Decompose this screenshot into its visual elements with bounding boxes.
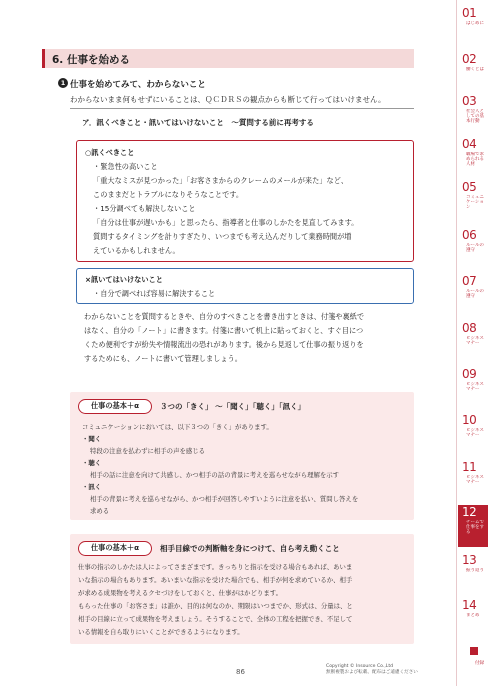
index-label: ルールの遵守 (466, 243, 484, 253)
dont-box-line: ・自分で調べれば容易に解決すること (93, 289, 216, 298)
index-number: 06 (462, 228, 477, 242)
section-heading: 6. 仕事を始める (52, 54, 130, 66)
index-item-07[interactable] (458, 274, 488, 312)
index-number: 13 (462, 553, 477, 567)
chapter-index (456, 0, 490, 686)
index-item-04[interactable] (458, 137, 488, 175)
tip-line: 特段の注意を払わずに相手の声を感じる (90, 447, 206, 455)
index-label: コミュニケーション (466, 195, 484, 210)
index-label: ビジネスマナー (466, 428, 484, 438)
tip-box-three-kiku (70, 392, 414, 520)
tip-line: いる情報を自ら取りにいくことができるようになります。 (78, 628, 244, 636)
index-item-11[interactable] (458, 460, 488, 498)
index-number: 11 (462, 460, 477, 474)
index-number: 12 (462, 505, 477, 519)
ask-box-title: ○訊くべきこと (85, 148, 135, 157)
index-item-08[interactable] (458, 321, 488, 359)
ask-box-line: ・15分調べても解決しないこと (93, 204, 196, 213)
tip-line: 仕事の指示のしかたは人によってさまざまです。きっちりと指示を受ける場合もあれば、あいま (78, 563, 353, 571)
tip-line: 相手の話に注意を向けて共感し、かつ相手の話の背景に考えを巡らせながら理解を示す (90, 471, 340, 479)
ask-box (76, 140, 414, 262)
subsection-title: 仕事を始めてみて、わからないこと (70, 80, 206, 90)
index-label: 社会人としての基本行動 (466, 109, 484, 124)
index-item-12[interactable] (458, 505, 488, 547)
tip-line: が求める成果物を考えるクセづけをしておくと、仕事がはかどります。 (78, 589, 282, 597)
tip-line: 相手の背景に考えを巡らせながら、かつ相手が回答しやすいように注意を払い、質問し答えを (90, 495, 359, 503)
index-number: 04 (462, 137, 477, 151)
index-number: 08 (462, 321, 477, 335)
tip-line: いな指示の場合もあります。あいまいな指示を受けた場合でも、相手が何を求めているか、相手 (78, 576, 353, 584)
tip-line: ・聞く (82, 435, 102, 443)
tip-line: 相手の目線に立って成果物を考えましょう。そうすることで、全体の工程を把握でき、不足して (78, 615, 353, 623)
index-number: 02 (462, 52, 477, 66)
ask-box-line: 「自分は仕事が遅いかも」と思ったら、指導者と仕事のしかたを見直してみます。 (93, 218, 359, 227)
tip-line: ・聴く (82, 459, 102, 467)
subsection-description: わからないまま何もせずにいることは、ＱＣＤＲＳの観点からも断じて行ってはいけません。 (70, 94, 414, 109)
index-number: 01 (462, 6, 477, 20)
tip-title: 相手目線での判断軸を身につけて、自ら考え動くこと (160, 544, 340, 553)
tip-line: ・訊く (82, 483, 102, 491)
index-number: 09 (462, 367, 477, 381)
dont-ask-box (76, 268, 414, 304)
index-label: まとめ (466, 613, 480, 618)
tip-label: 仕事の基本＋α (78, 399, 152, 414)
page-number: 86 (236, 668, 245, 676)
index-item-02[interactable] (458, 52, 488, 90)
tip-line: コミュニケーションにおいては、以下３つの「きく」があります。 (82, 423, 273, 431)
appendix-marker-icon (470, 647, 478, 655)
paragraph-line: するためにも、ノートに書いて管理しましょう。 (84, 354, 242, 363)
subsection-subtitle: ア．訊くべきこと・訊いてはいけないこと ～質問する前に再考する (82, 118, 314, 127)
index-item-05[interactable] (458, 180, 488, 218)
ask-box-line: 質問するタイミングを計りすぎたり、いつまでも考え込んだりして業務時間が増 (93, 232, 352, 241)
paragraph-line: くため便利ですが紛失や情報流出の恐れがあります。後から見返して仕事の振り返りを (84, 340, 364, 349)
index-label: ビジネスマナー (466, 336, 484, 346)
ask-box-line: 「重大なミスが見つかった」「お客さまからのクレームのメールが来た」など、 (93, 176, 349, 185)
index-item-03[interactable] (458, 94, 488, 132)
index-item-14[interactable] (458, 598, 488, 636)
dont-box-title: ×訊いてはいけないこと (85, 275, 163, 284)
index-number: 14 (462, 598, 477, 612)
ask-box-line: えているかもしれません。 (93, 246, 180, 255)
index-label: ビジネスマナー (466, 475, 484, 485)
index-appendix[interactable]: 付録 (475, 661, 484, 666)
index-label: 働くとは (466, 67, 484, 72)
index-item-10[interactable] (458, 413, 488, 451)
tip-title: ３つの「きく」 ～「聞く」「聴く」「訊く」 (160, 402, 306, 411)
copyright-text: Copyright © Insource Co.,Ltd (326, 664, 394, 669)
number-badge: 1 (58, 78, 68, 88)
copyright-notice (326, 664, 418, 676)
reproduction-notice: 無断複製および転載、配布はご遠慮ください (326, 670, 418, 675)
tip-line: 求める (90, 507, 110, 515)
index-number: 10 (462, 413, 477, 427)
paragraph-line: わからないことを質問するときや、自分のすべきことを書き出すときは、付箋や裏紙で (84, 312, 365, 321)
index-item-06[interactable] (458, 228, 488, 266)
index-label: 職場で求められる人材 (466, 152, 484, 167)
index-item-13[interactable] (458, 553, 488, 591)
index-label: ルールの遵守 (466, 289, 484, 299)
body-paragraph (84, 310, 414, 366)
ask-box-line: このままだとトラブルになりそうなことです。 (93, 190, 244, 199)
tip-line: もらった仕事の「お客さま」は誰か、目的は何なのか、期限はいつまでか、形式は、分量は、と (78, 602, 353, 610)
index-number: 03 (462, 94, 477, 108)
index-label: チームで仕事をする (466, 520, 484, 535)
tip-label: 仕事の基本＋α (78, 541, 152, 556)
index-label: はじめに (466, 21, 484, 26)
index-item-09[interactable] (458, 367, 488, 405)
index-number: 05 (462, 180, 477, 194)
index-item-01[interactable] (458, 6, 488, 44)
tip-box-judgment-axis (70, 534, 414, 644)
index-label: ビジネスマナー (466, 382, 484, 392)
paragraph-line: はなく、自分の「ノート」に書きます。付箋に書いて机上に貼っておくと、すぐ目につ (84, 326, 364, 335)
index-label: 振り返り (466, 568, 484, 573)
index-number: 07 (462, 274, 477, 288)
ask-box-line: ・緊急性の高いこと (93, 162, 158, 171)
